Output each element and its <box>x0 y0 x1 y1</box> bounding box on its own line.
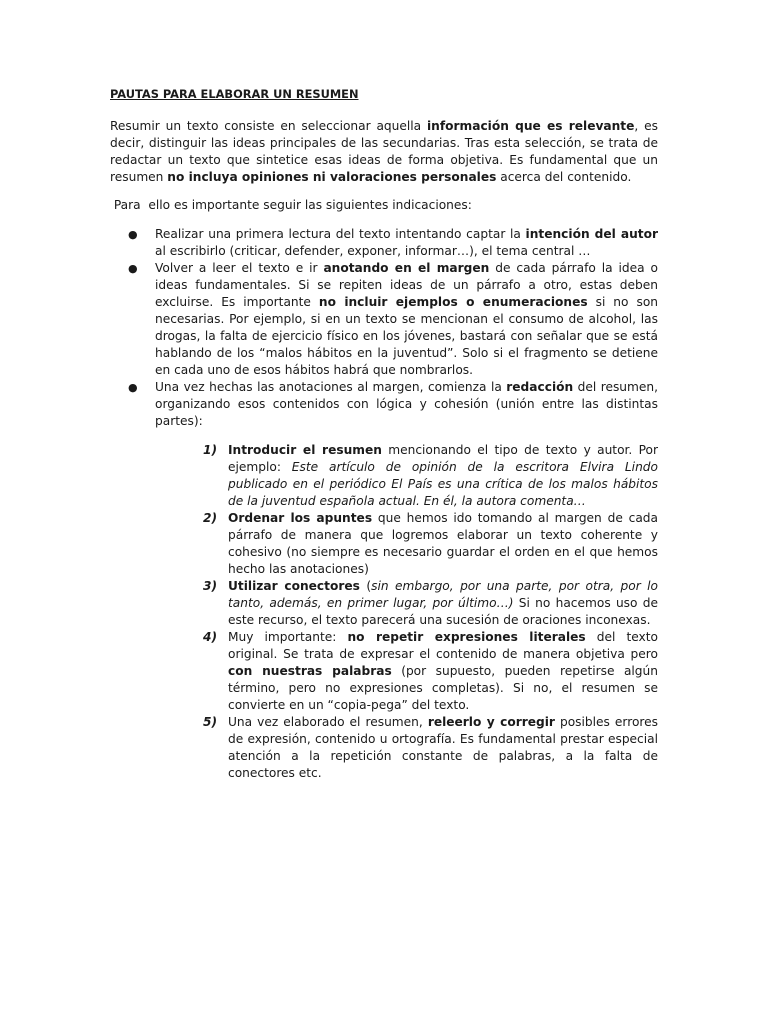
step-3-italic-1: sin embargo, por una parte, por otra, por lo tanto, además, en primer lugar, por último…) <box>228 579 658 610</box>
bullet-icon: ● <box>128 381 138 394</box>
bullet-3-text-1: Una vez hechas las anotaciones al margen, comienza la <box>155 380 507 394</box>
step-5-text-2: posibles errores de expresión, contenido u ortografía. Es fundamental prestar especial atención a la repetición constante de palabras, a la falta de conectores etc. <box>228 715 658 780</box>
intro-paragraph <box>110 118 658 186</box>
bullet-1-text-1: Realizar una primera lectura del texto intentando captar la <box>155 227 526 241</box>
bullet-2-bold-2: no incluir ejemplos o enumeraciones <box>318 295 588 309</box>
step-4-bold-1: no repetir expresiones literales <box>347 630 586 644</box>
bullet-2-text-2: de cada párrafo la idea o ideas fundamentales. Si se repiten ideas de un párrafo a otro, estas deben excluirse. Es importante <box>155 261 658 309</box>
bullet-2-text-1: Volver a leer el texto e ir <box>155 261 324 275</box>
step-4-text-2: del texto original. Se trata de expresar el contenido de manera objetiva pero <box>228 630 658 661</box>
step-number: 3) <box>203 579 218 593</box>
step-5-bold-1: releerlo y corregir <box>427 715 555 729</box>
step-1-text-1: mencionando el tipo de texto y autor. Por ejemplo: <box>228 443 658 474</box>
step-number: 4) <box>203 630 218 644</box>
step-number: 2) <box>203 511 218 525</box>
step-item-4 <box>203 629 658 714</box>
bullet-item-2 <box>128 260 659 379</box>
step-1-italic-1: Este artículo de opinión de la escritora Elvira Lindo publicado en el periódico El País es una crítica de los malos hábitos de la juventud española actual. En él, la autora comenta… <box>228 460 658 508</box>
step-1-bold-1: Introducir el resumen <box>228 443 382 457</box>
lead-sentence: Para ello es importante seguir las siguientes indicaciones: <box>110 198 472 212</box>
bullet-3-bold-1: redacción <box>506 380 574 394</box>
document-title: PAUTAS PARA ELABORAR UN RESUMEN <box>110 87 359 101</box>
step-4-text-1: Muy importante: <box>228 630 348 644</box>
indications-list <box>110 226 658 430</box>
step-number: 5) <box>203 715 218 729</box>
step-3-text-2: Si no hacemos uso de este recurso, el texto parecerá una sucesión de oraciones inconexas. <box>228 596 658 627</box>
bullet-item-1 <box>128 226 658 260</box>
step-3-text-1: ( <box>359 579 372 593</box>
step-item-3 <box>203 578 658 629</box>
step-item-1 <box>203 442 658 510</box>
steps-list <box>110 442 658 782</box>
bullet-item-3 <box>128 379 659 430</box>
intro-text-1: Resumir un texto consiste en seleccionar aquella <box>110 119 427 133</box>
bullet-2-bold-1: anotando en el margen <box>323 261 490 275</box>
step-2-bold-1: Ordenar los apuntes <box>228 511 373 525</box>
bullet-1-text-2: al escribirlo (criticar, defender, exponer, informar…), el tema central … <box>155 244 591 258</box>
intro-bold-1: información que es relevante <box>426 119 635 133</box>
step-item-2 <box>203 510 658 578</box>
step-number: 1) <box>203 443 218 457</box>
bullet-icon: ● <box>128 262 138 275</box>
intro-text-3: acerca del contenido. <box>496 170 632 184</box>
bullet-3-text-2: del resumen, organizando esos contenidos con lógica y cohesión (unión entre las distintas partes): <box>155 380 659 428</box>
step-2-text-1: que hemos ido tomando al margen de cada párrafo de manera que logremos elaborar un texto coherente y cohesivo (no siempre es necesario guardar el orden en el que hemos hecho las anotaciones) <box>228 511 658 576</box>
step-4-text-3: (por supuesto, pueden repetirse algún término, pero no expresiones completas). Si no, el resumen se convierte en un “copia-pega” del texto. <box>228 664 658 712</box>
step-item-5 <box>203 714 658 782</box>
step-5-text-1: Una vez elaborado el resumen, <box>228 715 428 729</box>
bullet-2-text-3: si no son necesarias. Por ejemplo, si en un texto se mencionan el consumo de alcohol, las drogas, la falta de ejercicio físico en los jóvenes, bastará con señalar que se está hablando de los “malos hábitos en la juventud”. Solo si el fragmento se detiene en cada uno de esos hábitos habrá que nombrarlos. <box>155 295 659 377</box>
bullet-icon: ● <box>128 228 138 241</box>
intro-bold-2: no incluya opiniones ni valoraciones personales <box>167 170 497 184</box>
intro-text-2: , es decir, distinguir las ideas principales de las secundarias. Tras esta selección, se trata de redactar un texto que sintetice esas ideas de forma objetiva. Es fundamental que un resumen <box>110 119 658 184</box>
step-3-bold-1: Utilizar conectores <box>228 579 360 593</box>
bullet-1-bold-1: intención del autor <box>525 227 658 241</box>
step-4-bold-2: con nuestras palabras <box>228 664 392 678</box>
